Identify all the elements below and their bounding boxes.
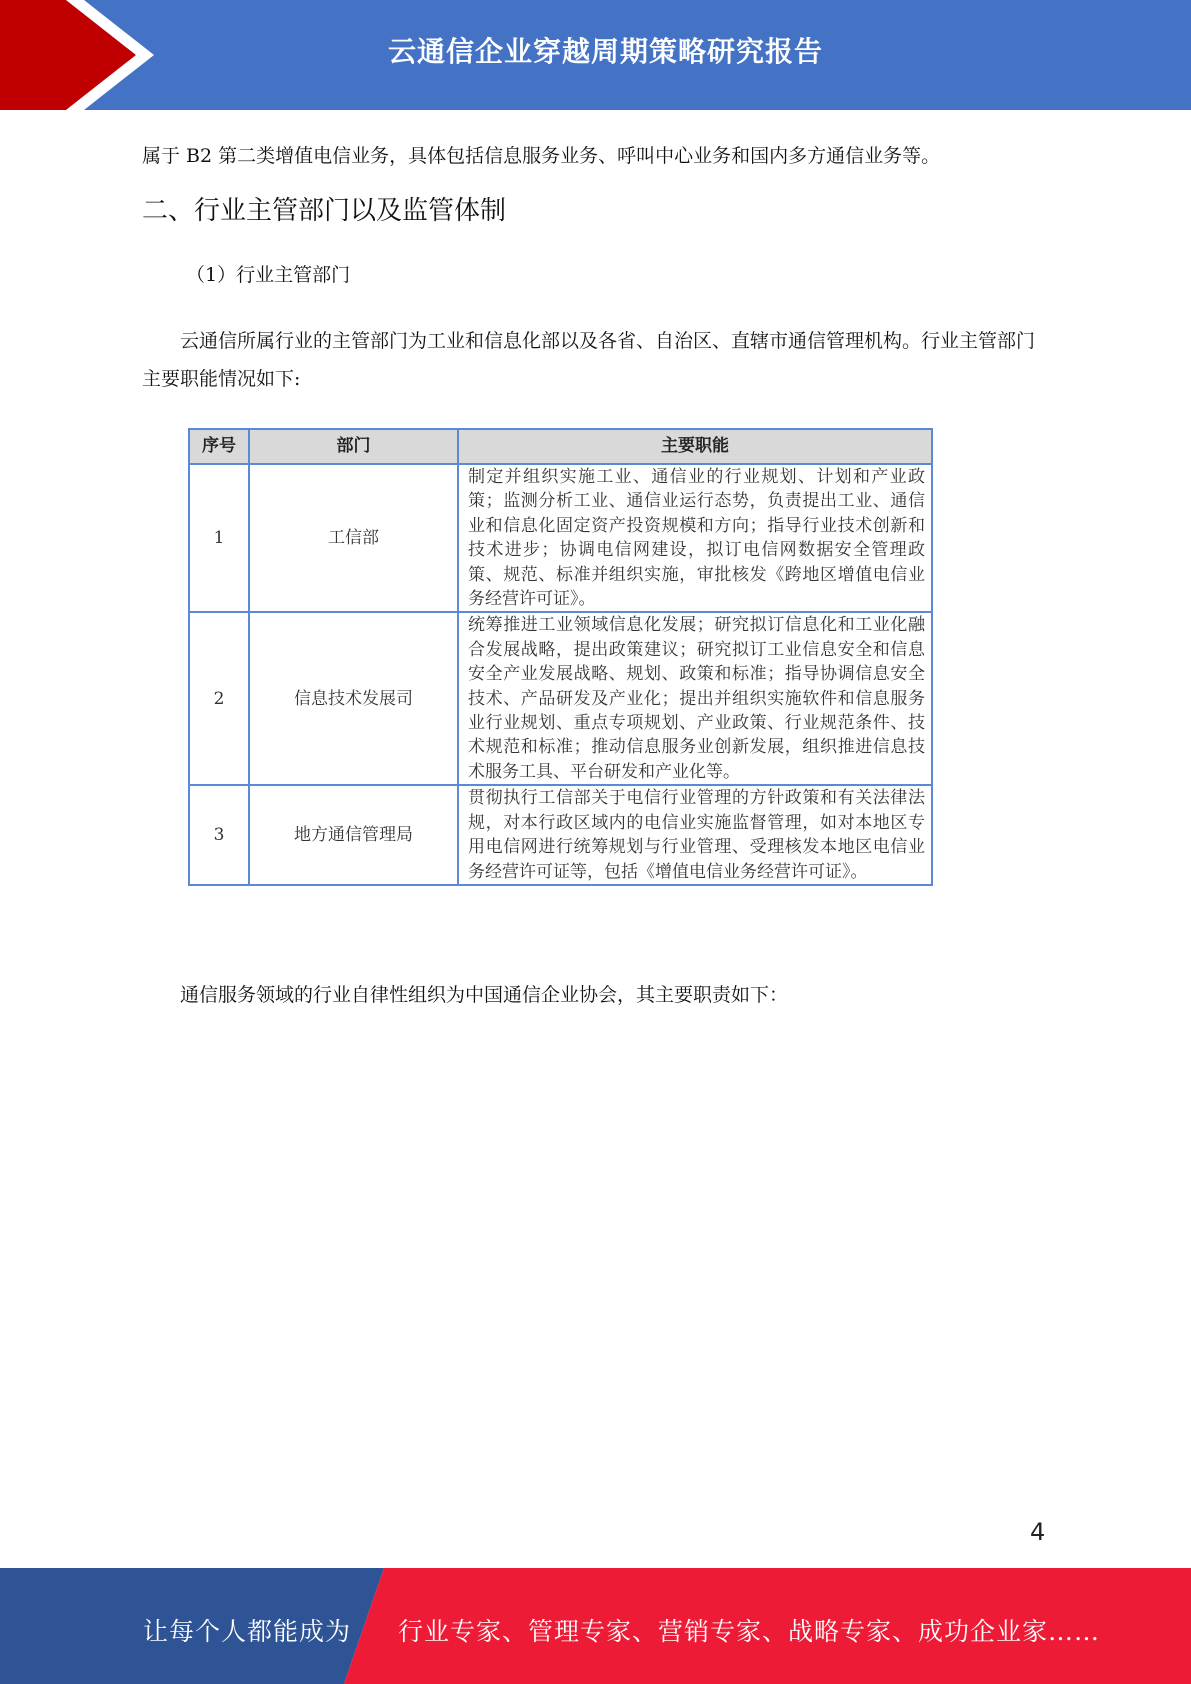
table-header-row [189,429,932,464]
body-paragraph-2: 通信服务领域的行业自律性组织为中国通信企业协会，其主要职责如下： [180,984,789,1006]
footer-slogan-right: 行业专家、管理专家、营销专家、战略专家、成功企业家…… [398,1617,1101,1646]
header-cell-dept: 部门 [249,429,458,464]
department-table [188,428,933,886]
subheading: （1）行业主管部门 [186,264,351,286]
row-function: 统筹推进工业领域信息化发展；研究拟订信息化和工业化融合发展战略，提出政策建议；研究拟订工业信息安全和信息安全产业发展战略、规划、政策和标准；指导协调信息安全技术、产品研发及产业化；提出并组织实施软件和信息服务业行业规划、重点专项规划、产业政策、行业规范条件、技术规范和标准；推动信息服务业创新发展，组织推进信息技术服务工具、平台研发和产业化等。 [458,612,932,785]
body-paragraph: 云通信所属行业的主管部门为工业和信息化部以及各省、自治区、直辖市通信管理机构。行业主管部门主要职能情况如下: [142,330,1036,390]
page-number: 4 [1030,1518,1046,1546]
row-department: 地方通信管理局 [249,785,458,885]
row-number: 3 [189,785,249,885]
header-cell-function: 主要职能 [458,429,932,464]
header-cell-no: 序号 [189,429,249,464]
page-header [0,0,1191,110]
row-function: 制定并组织实施工业、通信业的行业规划、计划和产业政策；监测分析工业、通信业运行态势，负责提出工业、通信业和信息化固定资产投资规模和方向；指导行业技术创新和技术进步；协调电信网建设，拟订电信网数据安全管理政策、规范、标准并组织实施，审批核发《跨地区增值电信业务经营许可证》。 [458,464,932,612]
table-row [189,612,932,785]
row-number: 2 [189,612,249,785]
intro-paragraph: 属于 B2 第二类增值电信业务，具体包括信息服务业务、呼叫中心业务和国内多方通信业务等。 [142,145,941,167]
table-row [189,464,932,612]
row-department: 工信部 [249,464,458,612]
header-title: 云通信企业穿越周期策略研究报告 [387,35,823,68]
footer-slogan-left: 让每个人都能成为 [143,1617,352,1646]
page-footer [0,1568,1191,1684]
table-row [189,785,932,885]
row-department: 信息技术发展司 [249,612,458,785]
section-heading: 二、行业主管部门以及监管体制 [142,196,507,226]
row-function: 贯彻执行工信部关于电信行业管理的方针政策和有关法律法规，对本行政区域内的电信业实施监督管理，如对本地区专用电信网进行统筹规划与行业管理、受理核发本地区电信业务经营许可证等，包括《增值电信业务经营许可证》。 [458,785,932,885]
row-number: 1 [189,464,249,612]
